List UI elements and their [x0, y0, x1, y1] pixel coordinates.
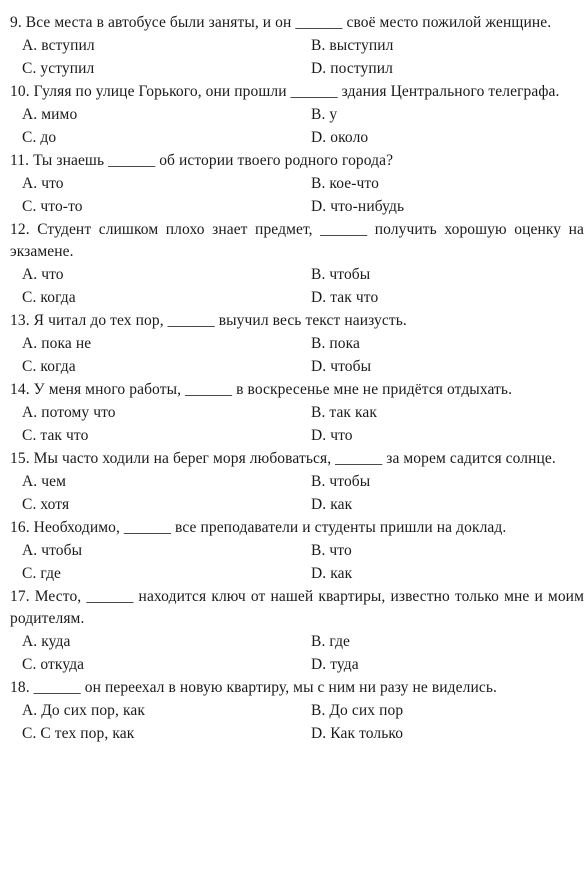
option-c[interactable]: C. откуда	[22, 656, 85, 673]
option-b[interactable]: B. пока	[311, 335, 361, 352]
option-a[interactable]: A. потому что	[22, 404, 116, 421]
question-11	[10, 150, 584, 218]
option-b[interactable]: B. где	[311, 633, 351, 650]
question-stem: 14. У меня много работы, ______ в воскресенье мне не придётся отдыхать.	[10, 381, 513, 398]
option-c[interactable]: C. С тех пор, как	[22, 725, 135, 742]
option-c[interactable]: C. где	[22, 565, 62, 582]
answer-options	[10, 172, 584, 218]
question-stem: 15. Мы часто ходили на берег моря любоваться, ______ за морем садится солнце.	[10, 450, 556, 467]
option-b[interactable]: B. у	[311, 106, 338, 123]
option-a[interactable]: A. мимо	[22, 106, 78, 123]
option-d[interactable]: D. около	[311, 129, 369, 146]
question-stem: 10. Гуляя по улице Горького, они прошли ______ здания Центрального телеграфа.	[10, 83, 560, 100]
question-9	[10, 12, 584, 80]
question-stem: 12. Студент слишком плохо знает предмет, ______ получить хорошую оценку на экзамене.	[10, 221, 584, 260]
option-d[interactable]: D. что-нибудь	[311, 198, 405, 215]
option-b[interactable]: B. чтобы	[311, 266, 371, 283]
option-c[interactable]: C. когда	[22, 289, 76, 306]
answer-options	[10, 103, 584, 149]
question-10	[10, 81, 584, 149]
option-d[interactable]: D. поступил	[311, 60, 393, 77]
option-b[interactable]: B. До сих пор	[311, 702, 404, 719]
answer-options	[10, 630, 584, 676]
answer-options	[10, 699, 584, 745]
option-b[interactable]: B. чтобы	[311, 473, 371, 490]
answer-options	[10, 263, 584, 309]
option-d[interactable]: D. так что	[311, 289, 379, 306]
option-a[interactable]: A. чтобы	[22, 542, 83, 559]
question-stem: 11. Ты знаешь ______ об истории твоего родного города?	[10, 152, 394, 169]
option-c[interactable]: C. что-то	[22, 198, 83, 215]
question-12	[10, 219, 584, 309]
question-13	[10, 310, 584, 378]
question-15	[10, 448, 584, 516]
question-stem: 13. Я читал до тех пор, ______ выучил весь текст наизусть.	[10, 312, 407, 329]
option-a[interactable]: A. куда	[22, 633, 71, 650]
question-stem: 18. ______ он переехал в новую квартиру, мы с ним ни разу не виделись.	[10, 679, 497, 696]
option-d[interactable]: D. что	[311, 427, 353, 444]
option-c[interactable]: C. хотя	[22, 496, 70, 513]
test-page	[10, 12, 584, 746]
option-d[interactable]: D. Как только	[311, 725, 404, 742]
question-stem: 9. Все места в автобусе были заняты, и он ______ своё место пожилой женщине.	[10, 14, 552, 31]
option-d[interactable]: D. как	[311, 565, 353, 582]
answer-options	[10, 539, 584, 585]
option-b[interactable]: B. кое-что	[311, 175, 379, 192]
option-b[interactable]: B. что	[311, 542, 352, 559]
option-a[interactable]: A. чем	[22, 473, 67, 490]
option-c[interactable]: C. когда	[22, 358, 76, 375]
answer-options	[10, 401, 584, 447]
answer-options	[10, 34, 584, 80]
question-stem: 16. Необходимо, ______ все преподаватели и студенты пришли на доклад.	[10, 519, 507, 536]
question-18	[10, 677, 584, 745]
question-17	[10, 586, 584, 676]
option-d[interactable]: D. туда	[311, 656, 359, 673]
answer-options	[10, 332, 584, 378]
answer-options	[10, 470, 584, 516]
option-a[interactable]: A. пока не	[22, 335, 92, 352]
option-b[interactable]: B. так как	[311, 404, 378, 421]
option-d[interactable]: D. как	[311, 496, 353, 513]
option-a[interactable]: A. До сих пор, как	[22, 702, 145, 719]
option-d[interactable]: D. чтобы	[311, 358, 372, 375]
option-a[interactable]: A. что	[22, 175, 64, 192]
option-a[interactable]: A. вступил	[22, 37, 95, 54]
question-14	[10, 379, 584, 447]
question-stem: 17. Место, ______ находится ключ от нашей квартиры, известно только мне и моим родителям.	[10, 588, 584, 627]
option-c[interactable]: C. уступил	[22, 60, 95, 77]
option-a[interactable]: A. что	[22, 266, 64, 283]
question-16	[10, 517, 584, 585]
option-c[interactable]: C. до	[22, 129, 57, 146]
option-c[interactable]: C. так что	[22, 427, 89, 444]
option-b[interactable]: B. выступил	[311, 37, 394, 54]
